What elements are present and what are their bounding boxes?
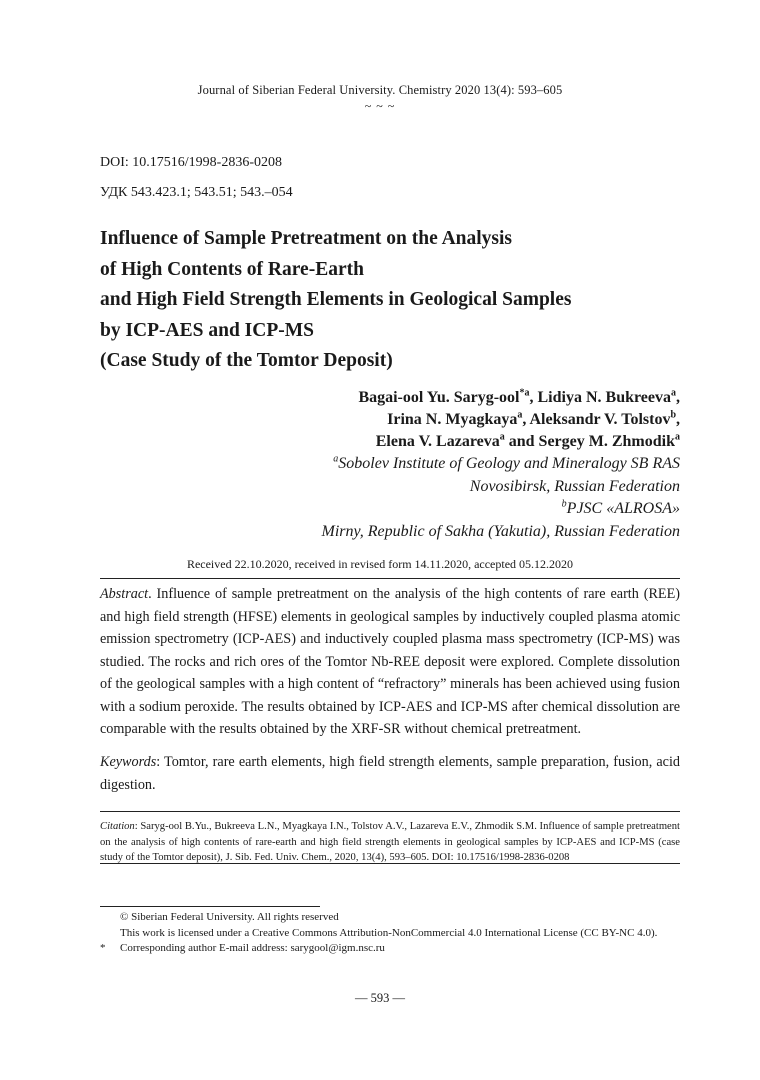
keywords — [100, 751, 680, 796]
doi: DOI: 10.17516/1998-2836-0208 — [100, 155, 282, 170]
author-line: Irina N. Myagkaya$^a$, Aleksandr V. Tolstov$^b$, — [387, 409, 680, 428]
author-name: Aleksandr V. Tolstov — [529, 411, 671, 428]
citation-label: Citation — [100, 821, 135, 832]
author-line: Bagai-ool Yu. Saryg-ool$^{*a}$, Lidiya N. Bukreeva$^a$, — [358, 387, 680, 406]
article-title — [100, 224, 660, 377]
affiliation-a-city: Novosibirsk, Russian Federation — [469, 477, 680, 495]
title-line: Influence of Sample Pretreatment on the Analysis — [100, 228, 513, 249]
footnote-divider — [100, 906, 320, 907]
affiliation-b: $^b$PJSC «ALROSA» — [561, 498, 680, 517]
author-line: Elena V. Lazareva$^a$ and Sergey M. Zhmodik$^a$ — [375, 431, 680, 450]
copyright-note: © Siberian Federal University. All rights reserved — [120, 911, 339, 923]
title-line: by ICP-AES and ICP-MS — [100, 319, 314, 341]
received-dates: Received 22.10.2020, received in revised form 14.11.2020, accepted 05.12.2020 — [186, 557, 574, 571]
keywords-text: : Tomtor, rare earth elements, high field strength elements, sample preparation, fusion, acid digestion. — [100, 754, 680, 793]
udk-code: УДК 543.423.1; 543.51; 543.–054 — [100, 185, 293, 200]
journal-header: Journal of Siberian Federal University. Chemistry 2020 13(4): 593–605 — [197, 83, 563, 97]
author-name: Bagai-ool Yu. Saryg-ool — [358, 389, 520, 406]
affiliation-a: $^a$Sobolev Institute of Geology and Mineralogy SB RAS — [333, 453, 680, 472]
page-number: — 593 — — [355, 991, 405, 1005]
author-affil-mark: *a — [519, 387, 530, 399]
author-name: Sergey M. Zhmodik — [538, 433, 675, 450]
license-note: This work is licensed under a Creative Commons Attribution-NonCommercial 4.0 International License (CC BY-NC 4.0). — [120, 926, 658, 939]
abstract-label: Abstract — [100, 586, 149, 602]
footnotes — [100, 910, 700, 957]
divider-citation-bottom — [100, 863, 680, 864]
footnote-asterisk: * — [100, 942, 106, 954]
author-affil-mark: a — [499, 431, 505, 443]
affiliations — [322, 453, 680, 543]
divider-citation-top — [100, 811, 680, 812]
divider-top — [100, 578, 680, 579]
author-affil-mark: a — [675, 431, 680, 443]
abstract — [100, 583, 680, 741]
author-name: Elena V. Lazareva — [375, 433, 500, 450]
citation — [100, 819, 680, 866]
title-line: (Case Study of the Tomtor Deposit) — [100, 350, 393, 371]
author-affil-mark: a — [517, 409, 523, 421]
keywords-label: Keywords — [100, 754, 157, 770]
author-affil-mark: b — [670, 409, 676, 421]
title-line: and High Field Strength Elements in Geological Samples — [100, 289, 572, 310]
header-ornament: ~ ~ ~ — [364, 99, 396, 113]
affiliation-b-city: Mirny, Republic of Sakha (Yakutia), Russian Federation — [321, 522, 680, 540]
citation-text: : Saryg-ool B.Yu., Bukreeva L.N., Myagkaya I.N., Tolstov A.V., Lazareva E.V., Zhmodik S.M. Influence of sample pretreatment on the analysis of high contents of rare-earth and high field strength elements in geological samples by ICP-AES and ICP-MS (case study of the Tomtor deposit), J. Sib. Fed. Univ. Chem., 2020, 13(4), 593–605. DOI: 10.17516/1998-2836-0208 — [100, 821, 680, 863]
author-name: Irina N. Myagkaya — [387, 411, 518, 428]
author-name: Lidiya N. Bukreeva — [537, 389, 671, 406]
author-list — [358, 387, 680, 453]
corresponding-note: * Corresponding author E-mail address: sarygool@igm.nsc.ru — [100, 941, 700, 957]
abstract-text: . Influence of sample pretreatment on the analysis of the high contents of rare earth (REE) and high field strength (HFSE) elements in geological samples by inductively coupled plasma atomic emission spectrometry (ICP-AES) and inductively coupled plasma mass spectrometry (ICP-MS) was studied. The rocks and rich ores of the Tomtor Nb-REE deposit were explored. Complete dissolution of the geological samples with a high content of “refractory” minerals has been achieved using fusion with a sodium peroxide. The results obtained by ICP-AES and ICP-MS after chemical dissolution are comparable with the results obtained by the XRF-SR without chemical pretreatment. — [100, 586, 680, 737]
author-affil-mark: a — [671, 387, 676, 399]
title-line: of High Contents of Rare-Earth — [100, 258, 364, 280]
